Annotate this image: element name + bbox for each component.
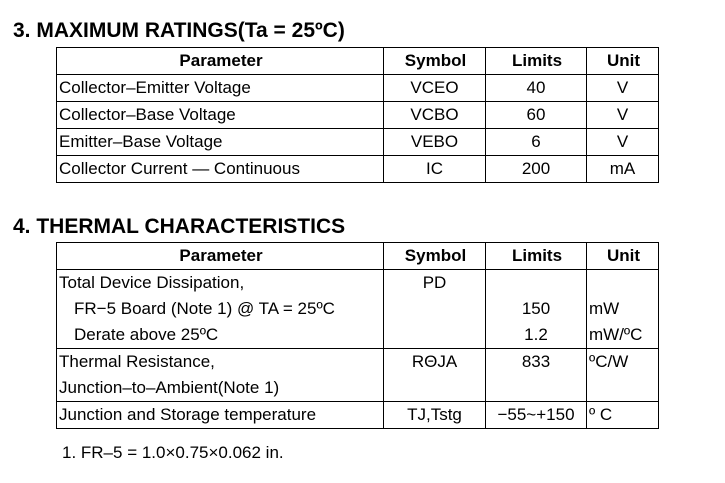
table-row [57, 102, 659, 129]
symbol-cell: VCEO [384, 75, 486, 102]
table-row [57, 75, 659, 102]
unit-cell: mW [587, 296, 659, 322]
parameter-cell: Junction and Storage temperature [57, 402, 384, 429]
parameter-cell: Thermal Resistance, [57, 349, 384, 376]
maximum-ratings-table [56, 47, 659, 183]
symbol-cell: TJ,Tstg [384, 402, 486, 429]
symbol-cell: VCBO [384, 102, 486, 129]
thermal-characteristics-table [56, 242, 659, 429]
header-limits: Limits [486, 243, 587, 270]
unit-cell: V [587, 129, 659, 156]
limit-cell [486, 375, 587, 402]
footnote: 1. FR–5 = 1.0×0.75×0.062 in. [62, 443, 284, 462]
unit-cell [587, 270, 659, 297]
header-unit: Unit [587, 243, 659, 270]
table-row [57, 270, 659, 297]
limit-cell: 150 [486, 296, 587, 322]
parameter-cell: Junction–to–Ambient(Note 1) [57, 375, 384, 402]
header-limits: Limits [486, 48, 587, 75]
parameter-cell: Collector–Emitter Voltage [57, 75, 384, 102]
unit-cell: ºC/W [587, 349, 659, 376]
parameter-cell: FR−5 Board (Note 1) @ TA = 25ºC [57, 296, 384, 322]
symbol-cell: VEBO [384, 129, 486, 156]
unit-cell: mA [587, 156, 659, 183]
table-header-row [57, 243, 659, 270]
limit-cell: 6 [486, 129, 587, 156]
table-row [57, 129, 659, 156]
table-row [57, 349, 659, 376]
parameter-cell: Collector–Base Voltage [57, 102, 384, 129]
table-row [57, 296, 659, 322]
symbol-cell: RΘJA [384, 349, 486, 376]
table-row [57, 402, 659, 429]
symbol-cell [384, 322, 486, 349]
symbol-cell [384, 375, 486, 402]
table-row [57, 156, 659, 183]
parameter-cell: Collector Current — Continuous [57, 156, 384, 183]
unit-cell: º C [587, 402, 659, 429]
header-parameter: Parameter [57, 48, 384, 75]
limit-cell [486, 270, 587, 297]
unit-cell [587, 375, 659, 402]
table-row [57, 322, 659, 349]
header-parameter: Parameter [57, 243, 384, 270]
section-4-title: 4. THERMAL CHARACTERISTICS [13, 215, 346, 238]
header-symbol: Symbol [384, 243, 486, 270]
header-symbol: Symbol [384, 48, 486, 75]
symbol-cell [384, 296, 486, 322]
limit-cell: 200 [486, 156, 587, 183]
limit-cell: 1.2 [486, 322, 587, 349]
header-unit: Unit [587, 48, 659, 75]
table-header-row [57, 48, 659, 75]
unit-cell: mW/ºC [587, 322, 659, 349]
limit-cell: 60 [486, 102, 587, 129]
parameter-cell: Emitter–Base Voltage [57, 129, 384, 156]
limit-cell: −55~+150 [486, 402, 587, 429]
parameter-cell: Derate above 25ºC [57, 322, 384, 349]
limit-cell: 40 [486, 75, 587, 102]
parameter-cell: Total Device Dissipation, [57, 270, 384, 297]
unit-cell: V [587, 102, 659, 129]
symbol-cell: PD [384, 270, 486, 297]
symbol-cell: IC [384, 156, 486, 183]
unit-cell: V [587, 75, 659, 102]
section-3-title: 3. MAXIMUM RATINGS(Ta = 25ºC) [13, 19, 345, 42]
table-row [57, 375, 659, 402]
limit-cell: 833 [486, 349, 587, 376]
